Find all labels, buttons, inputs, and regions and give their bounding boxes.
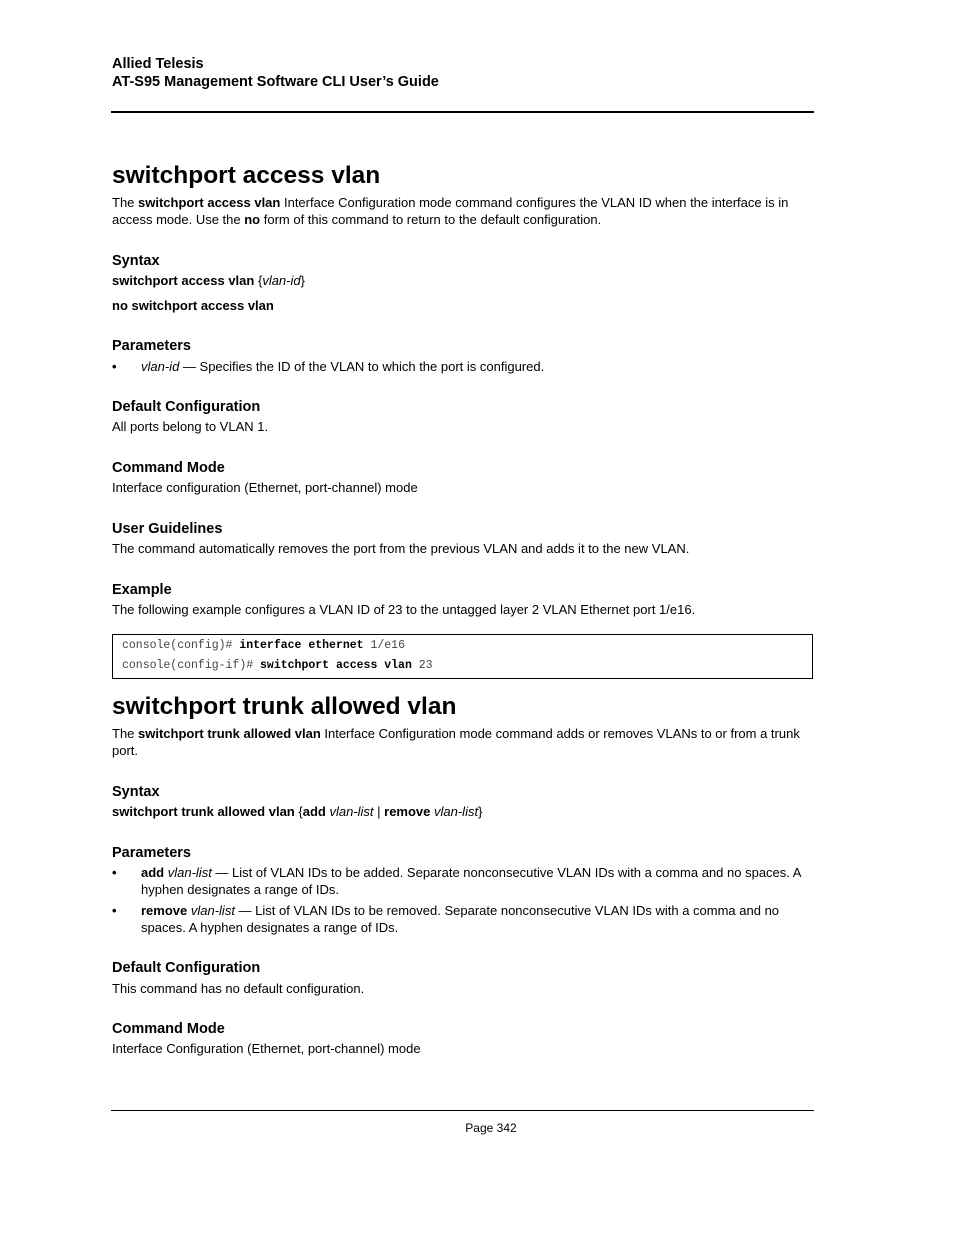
bullet-icon: • (112, 359, 117, 374)
parameters-heading: Parameters (112, 338, 191, 354)
syntax-heading: Syntax (112, 253, 160, 269)
syntax-line-no-form: no switchport access vlan (112, 298, 274, 313)
section-intro-access-vlan: The switchport access vlan Interface Configuration mode command configures the VLAN ID when the interface is in access mode. Use the no form of this command to return to the default configuration. (112, 195, 789, 227)
code-example-box (112, 634, 813, 679)
parameter-item: remove vlan-list — List of VLAN IDs to be removed. Separate nonconsecutive VLAN IDs with a comma and no spaces. A hyphen designates a range of IDs. (141, 903, 780, 935)
header-rule (111, 111, 814, 113)
command-mode-text: Interface Configuration (Ethernet, port-channel) mode (112, 1041, 421, 1056)
section-intro-trunk-allowed-vlan: The switchport trunk allowed vlan Interface Configuration mode command adds or removes VLANs to or from a trunk port. (112, 726, 800, 758)
code-line: console(config-if)# switchport access vlan 23 (122, 659, 433, 672)
example-text: The following example configures a VLAN ID of 23 to the untagged layer 2 VLAN Ethernet port 1/e16. (112, 602, 696, 617)
command-mode-heading: Command Mode (112, 460, 225, 476)
user-guidelines-text: The command automatically removes the port from the previous VLAN and adds it to the new VLAN. (112, 541, 690, 556)
section-title-access-vlan: switchport access vlan (112, 162, 381, 189)
default-config-text: All ports belong to VLAN 1. (112, 419, 269, 434)
footer-rule (111, 1110, 814, 1111)
header-guide-title: AT-S95 Management Software CLI User’s Guide (112, 74, 439, 90)
syntax-line: switchport access vlan {vlan-id} (112, 273, 305, 288)
section-title-trunk-allowed-vlan: switchport trunk allowed vlan (112, 693, 457, 720)
user-guidelines-heading: User Guidelines (112, 521, 223, 537)
parameters-heading: Parameters (112, 845, 191, 861)
example-heading: Example (112, 582, 172, 598)
code-line: console(config)# interface ethernet 1/e16 (122, 639, 405, 652)
syntax-heading: Syntax (112, 784, 160, 800)
parameter-item: vlan-id — Specifies the ID of the VLAN to which the port is configured. (141, 359, 545, 374)
syntax-line: switchport trunk allowed vlan {add vlan-list | remove vlan-list} (112, 804, 483, 819)
default-config-text: This command has no default configuration. (112, 981, 365, 996)
bullet-icon: • (112, 903, 117, 918)
bullet-icon: • (112, 865, 117, 880)
default-config-heading: Default Configuration (112, 960, 261, 976)
default-config-heading: Default Configuration (112, 399, 261, 415)
header-company: Allied Telesis (112, 56, 204, 72)
command-mode-text: Interface configuration (Ethernet, port-channel) mode (112, 480, 418, 495)
parameter-item: add vlan-list — List of VLAN IDs to be added. Separate nonconsecutive VLAN IDs with a comma and no spaces. A hyphen designates a range of IDs. (141, 865, 801, 897)
page-number: Page 342 (465, 1121, 517, 1135)
command-mode-heading: Command Mode (112, 1021, 225, 1037)
